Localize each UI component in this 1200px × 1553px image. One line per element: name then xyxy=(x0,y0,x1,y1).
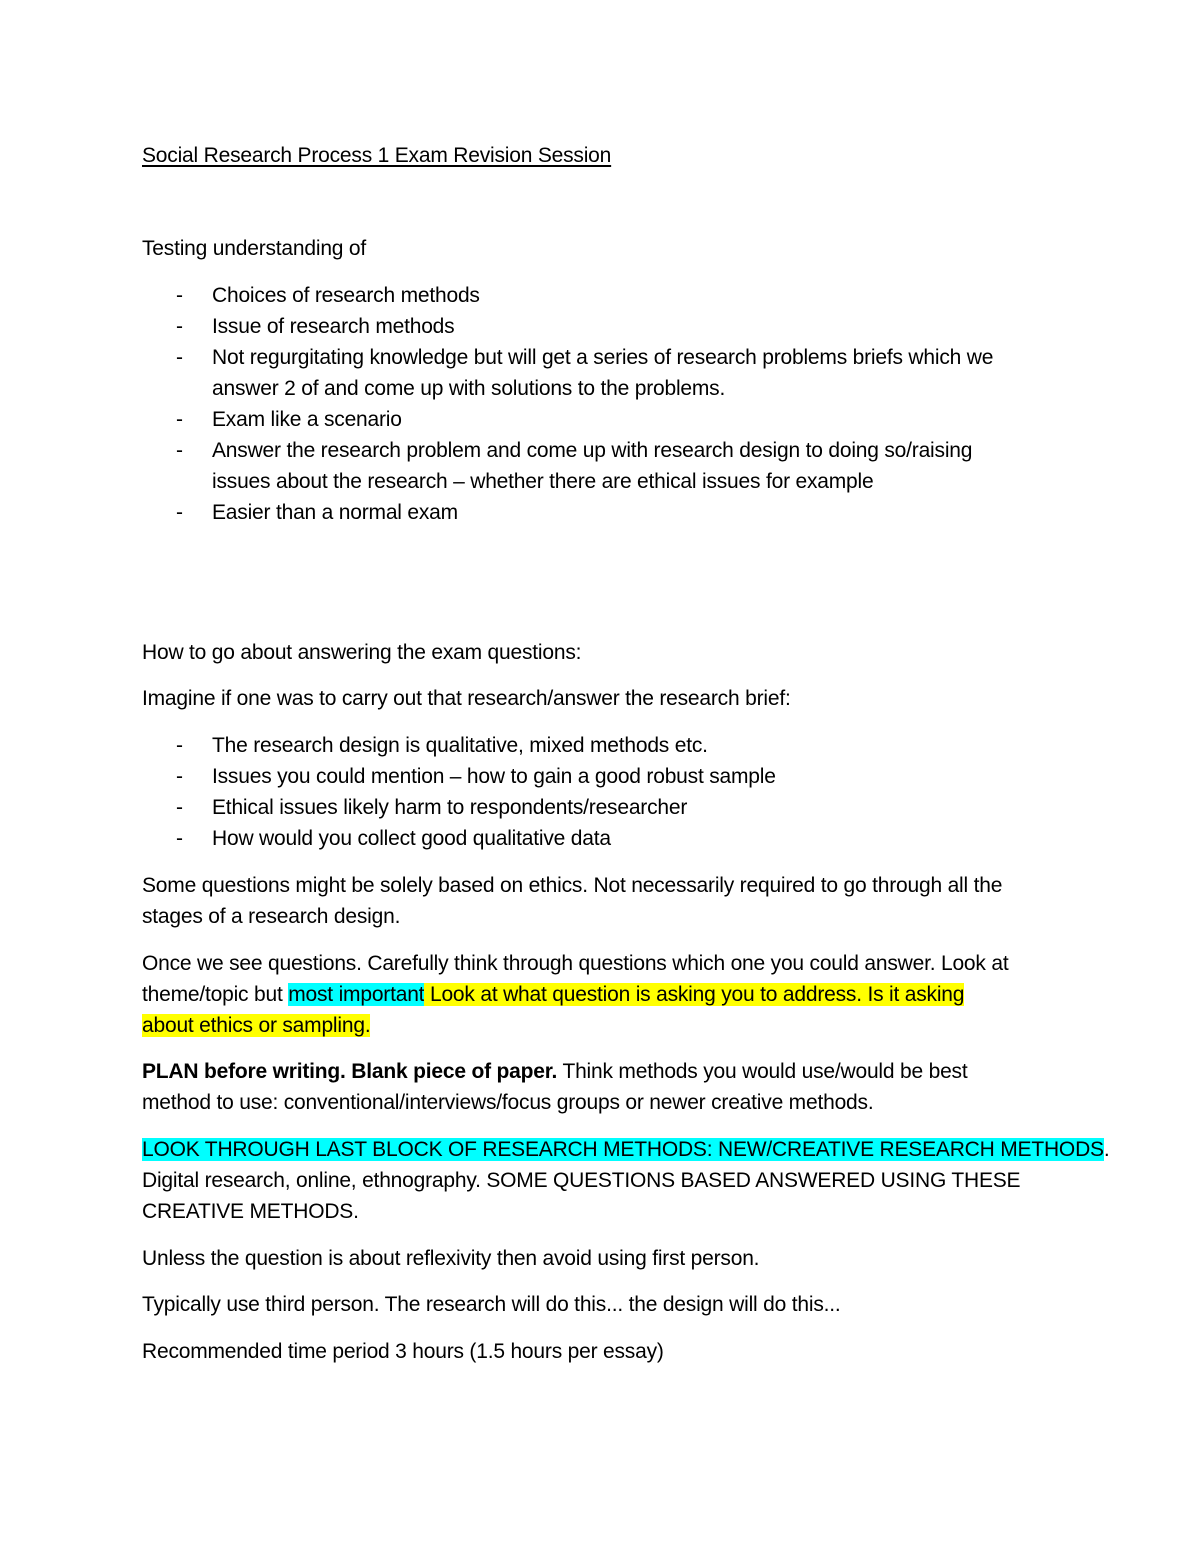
list-item: Choices of research methods xyxy=(212,284,480,307)
paragraph-look xyxy=(142,1137,1109,1163)
list-item: Issue of research methods xyxy=(212,315,455,338)
list-item: Answer the research problem and come up with research design to doing so/raising xyxy=(212,439,973,462)
paragraph-look-line3: CREATIVE METHODS. xyxy=(142,1200,359,1223)
plain-text: Think methods you would use/would be best xyxy=(557,1060,968,1083)
paragraph-once-line3 xyxy=(142,1013,370,1039)
highlight-cyan: LOOK THROUGH LAST BLOCK OF RESEARCH METHODS: NEW/CREATIVE RESEARCH METHODS xyxy=(142,1138,1104,1161)
section-intro: Testing understanding of xyxy=(142,237,367,260)
paragraph-once: Once we see questions. Carefully think through questions which one you could answer. Look at xyxy=(142,952,1009,975)
list-item: Ethical issues likely harm to respondents/researcher xyxy=(212,796,688,819)
highlight-cyan: most important xyxy=(288,983,425,1006)
page-title: Social Research Process 1 Exam Revision Session xyxy=(142,144,612,167)
paragraph-ethics-cont: stages of a research design. xyxy=(142,905,401,928)
list-item: The research design is qualitative, mixed methods etc. xyxy=(212,734,708,757)
paragraph-reflexivity: Unless the question is about reflexivity then avoid using first person. xyxy=(142,1247,760,1270)
bullet-dash: - xyxy=(176,408,183,431)
bullet-dash: - xyxy=(176,501,183,524)
list-item: How would you collect good qualitative data xyxy=(212,827,611,850)
plain-text: . xyxy=(1103,1138,1110,1161)
bold-text: PLAN before writing. Blank piece of paper. xyxy=(142,1060,558,1083)
bullet-dash: - xyxy=(176,765,183,788)
paragraph-ethics: Some questions might be solely based on ethics. Not necessarily required to go through all the xyxy=(142,874,1003,897)
list-item: Exam like a scenario xyxy=(212,408,402,431)
list-item-continuation: issues about the research – whether there are ethical issues for example xyxy=(212,470,874,493)
list-item: Not regurgitating knowledge but will get a series of research problems briefs which we xyxy=(212,346,994,369)
highlight-yellow: Look at what question is asking you to address. Is it asking xyxy=(424,983,965,1006)
bullet-dash: - xyxy=(176,284,183,307)
bullet-dash: - xyxy=(176,796,183,819)
list-item: Issues you could mention – how to gain a good robust sample xyxy=(212,765,776,788)
paragraph-time: Recommended time period 3 hours (1.5 hours per essay) xyxy=(142,1340,664,1363)
bullet-dash: - xyxy=(176,827,183,850)
paragraph-plan xyxy=(142,1059,968,1085)
paragraph-third-person: Typically use third person. The research will do this... the design will do this... xyxy=(142,1293,841,1316)
list-item-continuation: answer 2 of and come up with solutions to the problems. xyxy=(212,377,726,400)
plain-text: theme/topic but xyxy=(142,983,289,1006)
section-intro: Imagine if one was to carry out that research/answer the research brief: xyxy=(142,687,791,710)
list-item: Easier than a normal exam xyxy=(212,501,458,524)
section-heading: How to go about answering the exam questions: xyxy=(142,641,582,664)
bullet-dash: - xyxy=(176,315,183,338)
highlight-yellow: about ethics or sampling. xyxy=(142,1014,371,1037)
paragraph-look-line2: Digital research, online, ethnography. SOME QUESTIONS BASED ANSWERED USING THESE xyxy=(142,1169,1021,1192)
paragraph-plan-cont: method to use: conventional/interviews/focus groups or newer creative methods. xyxy=(142,1091,874,1114)
bullet-dash: - xyxy=(176,734,183,757)
paragraph-once-line2 xyxy=(142,982,964,1008)
bullet-dash: - xyxy=(176,346,183,369)
bullet-dash: - xyxy=(176,439,183,462)
